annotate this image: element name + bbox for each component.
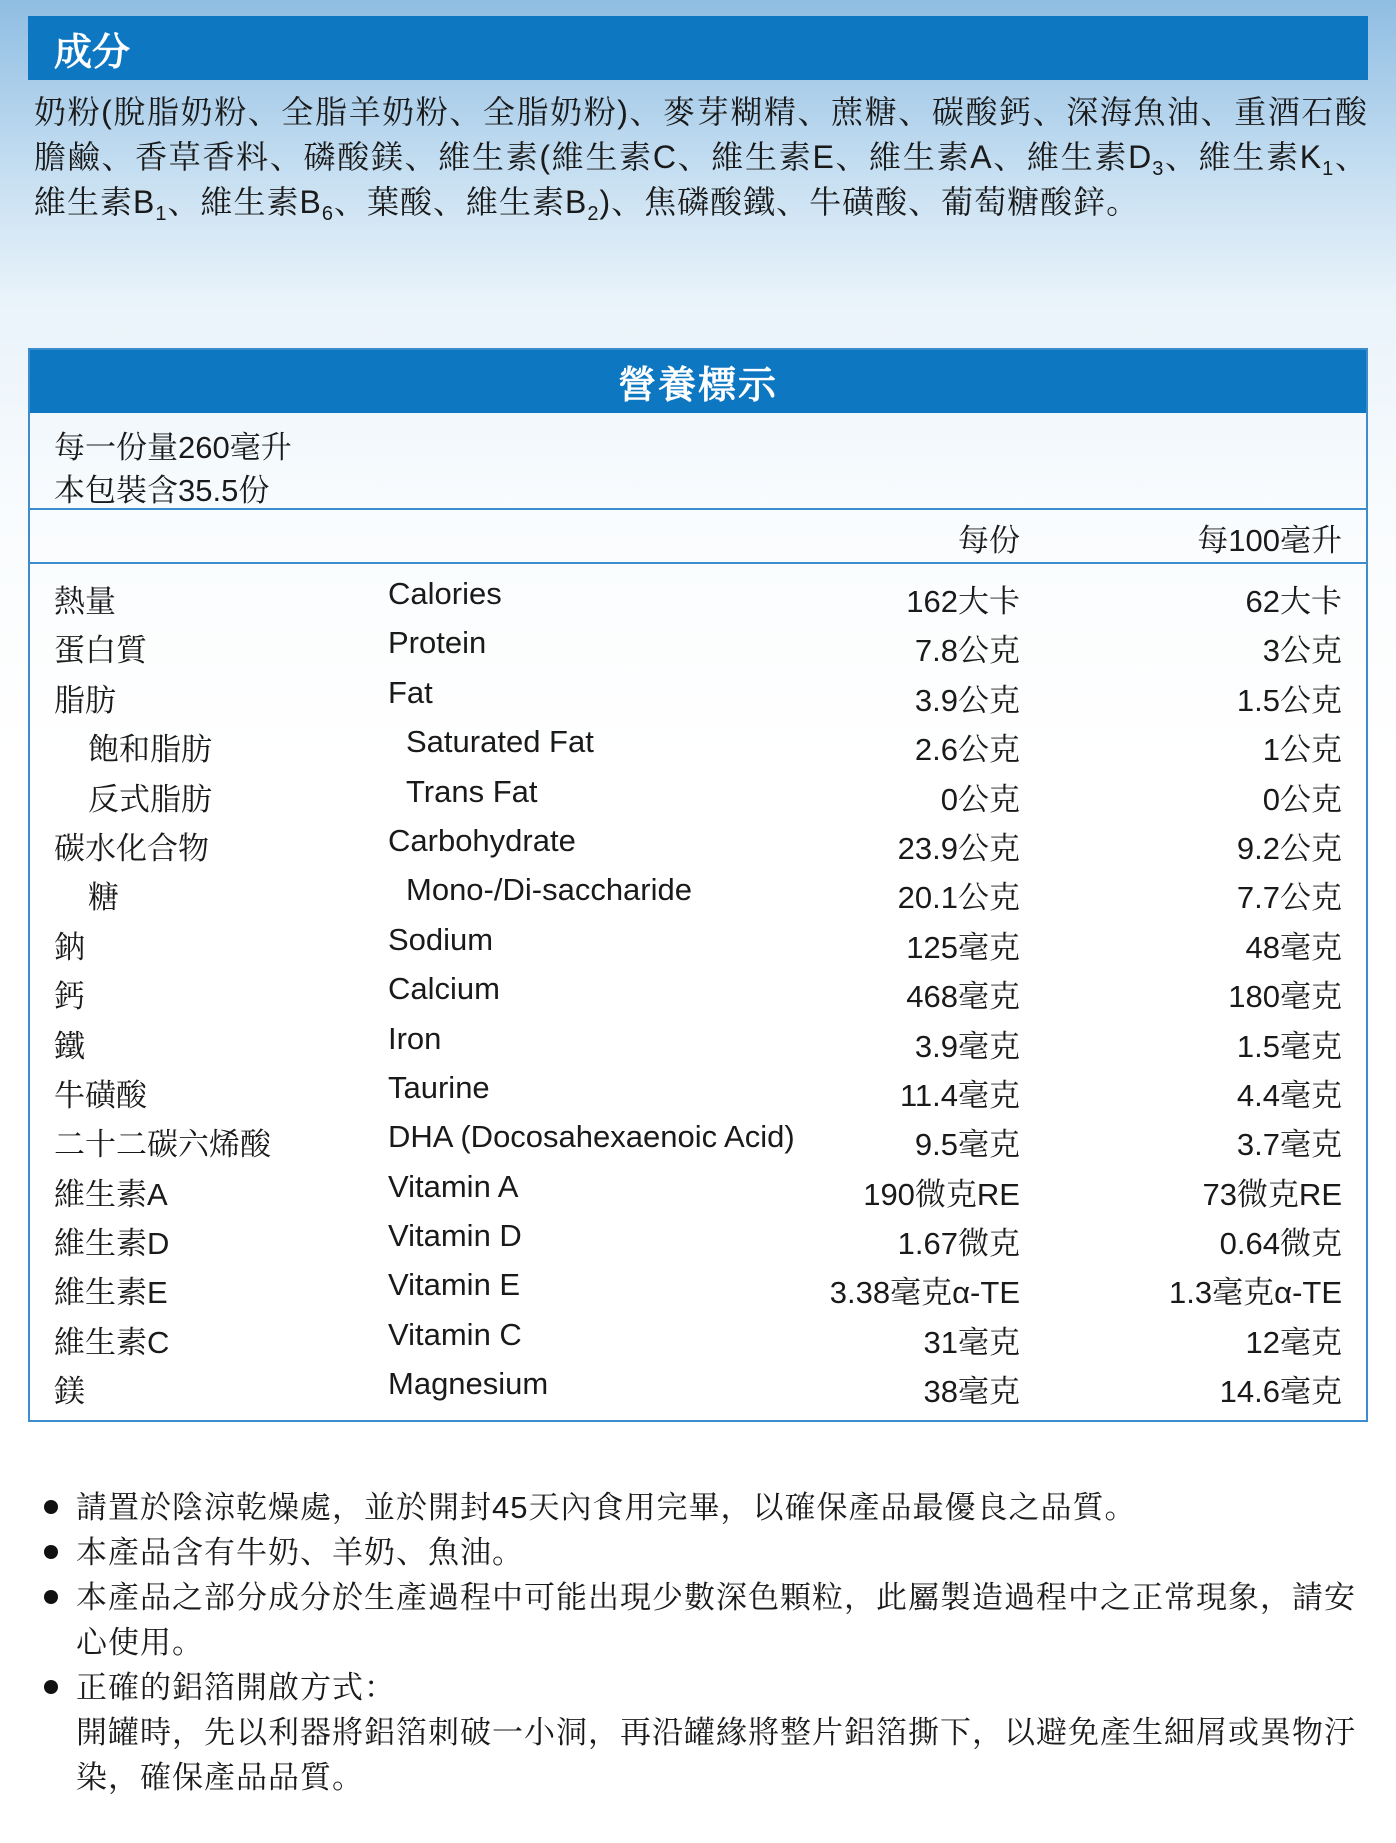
nutrient-row (30, 866, 1366, 915)
column-header-per-100ml: 每100毫升 (1197, 523, 1342, 558)
nutrient-row (30, 1015, 1366, 1064)
nutrient-name-zh: 熱量 (54, 584, 116, 619)
value-per-serving: 3.9公克 (914, 682, 1020, 718)
nutrient-name-en: Calcium (388, 971, 500, 1007)
nutrient-row (30, 916, 1366, 965)
value-per-serving: 162大卡 (906, 584, 1020, 619)
nutrient-name-zh: 牛磺酸 (54, 1077, 147, 1113)
note-item (40, 1485, 1360, 1530)
divider (30, 508, 1366, 510)
nutrient-name-zh: 維生素A (54, 1176, 168, 1212)
value-per-100ml: 1.5公克 (1236, 682, 1342, 718)
column-header-per-serving: 每份 (958, 523, 1020, 558)
nutrient-name-zh: 蛋白質 (54, 633, 147, 669)
nutrient-name-en: Magnesium (388, 1366, 549, 1402)
value-per-100ml: 7.7公克 (1236, 880, 1342, 916)
nutrient-name-zh: 鈉 (54, 929, 85, 965)
value-per-serving: 9.5毫克 (914, 1127, 1020, 1163)
bullet-icon (44, 1500, 58, 1514)
nutrient-name-zh: 鈣 (54, 979, 85, 1015)
servings-per-package: 本包裝含35.5份 (54, 473, 270, 508)
nutrient-name-en: DHA (Docosahexaenoic Acid) (388, 1119, 795, 1155)
nutrient-name-zh: 維生素D (54, 1226, 170, 1262)
value-per-100ml: 14.6毫克 (1219, 1374, 1342, 1410)
nutrient-row (30, 1311, 1366, 1360)
nutrient-row (30, 1360, 1366, 1409)
nutrient-row (30, 1113, 1366, 1162)
nutrient-name-zh: 糖 (88, 880, 119, 916)
value-per-serving: 20.1公克 (897, 880, 1020, 916)
value-per-100ml: 180毫克 (1228, 979, 1342, 1015)
bullet-icon (44, 1680, 58, 1694)
value-per-serving: 190微克RE (863, 1176, 1020, 1212)
nutrient-name-en: Vitamin E (388, 1267, 521, 1303)
value-per-serving: 23.9公克 (897, 830, 1020, 866)
nutrient-name-en: Protein (388, 625, 487, 661)
note-text: 正確的鋁箔開啟方式： (76, 1670, 396, 1705)
ingredients-list: 奶粉(脫脂奶粉、全脂羊奶粉、全脂奶粉)、麥芽糊精、蔗糖、碳酸鈣、深海魚油、重酒石酸膽鹼、香草香料、磷酸鎂、維生素(維生素C、維生素E、維生素A、維生素$D_3$、維生素$K_1$、維生素$B_1$、維生素$B_6$、葉酸、維生素$B_2$)、焦磷酸鐵、牛磺酸、葡萄糖酸鋅。 (34, 94, 1368, 225)
nutrient-name-zh: 維生素C (54, 1324, 170, 1360)
value-per-serving: 468毫克 (906, 979, 1020, 1015)
value-per-serving: 0公克 (940, 781, 1020, 817)
note-item (40, 1575, 1360, 1665)
nutrient-row (30, 718, 1366, 767)
nutrient-row (30, 1261, 1366, 1310)
bullet-icon (44, 1590, 58, 1604)
nutrient-row (30, 768, 1366, 817)
value-per-100ml: 0.64微克 (1219, 1226, 1342, 1262)
nutrient-row (30, 817, 1366, 866)
nutrient-name-zh: 維生素E (54, 1275, 168, 1311)
nutrient-row (30, 570, 1366, 619)
nutrient-name-zh: 碳水化合物 (54, 830, 209, 866)
value-per-serving: 7.8公克 (914, 633, 1020, 669)
nutrient-name-en: Vitamin A (388, 1168, 519, 1204)
value-per-serving: 38毫克 (923, 1374, 1020, 1410)
nutrient-rows (30, 570, 1366, 1410)
ingredients-title: 成分 (54, 31, 131, 74)
nutrient-name-zh: 鎂 (54, 1374, 85, 1410)
value-per-serving: 11.4毫克 (899, 1077, 1020, 1113)
note-text: 請置於陰涼乾燥處，並於開封45天內食用完畢，以確保產品最優良之品質。 (76, 1490, 1137, 1525)
value-per-serving: 31毫克 (923, 1324, 1020, 1360)
nutrient-name-en: Calories (388, 576, 502, 611)
nutrient-row (30, 965, 1366, 1014)
value-per-100ml: 48毫克 (1245, 929, 1342, 965)
nutrient-name-en: Vitamin C (388, 1316, 522, 1352)
nutrient-name-en: Iron (388, 1020, 442, 1056)
nutrient-row (30, 1163, 1366, 1212)
value-per-100ml: 0公克 (1262, 781, 1342, 817)
nutrient-row (30, 1212, 1366, 1261)
ingredients-header (28, 16, 1368, 80)
nutrient-name-en: Mono-/Di-saccharide (406, 872, 692, 908)
nutrient-name-zh: 鐵 (54, 1028, 85, 1064)
value-per-serving: 1.67微克 (897, 1226, 1020, 1262)
nutrition-title: 營養標示 (30, 350, 1366, 413)
bullet-icon (44, 1545, 58, 1559)
note-text: 本產品含有牛奶、羊奶、魚油。 (76, 1535, 524, 1570)
value-per-100ml: 4.4毫克 (1236, 1077, 1342, 1113)
note-item (40, 1665, 1360, 1710)
nutrient-name-zh: 脂肪 (54, 682, 116, 718)
note-item (40, 1530, 1360, 1575)
value-per-100ml: 3公克 (1262, 633, 1342, 669)
nutrient-row (30, 1064, 1366, 1113)
value-per-serving: 3.9毫克 (914, 1028, 1020, 1064)
nutrient-name-zh: 二十二碳六烯酸 (54, 1127, 271, 1163)
divider (30, 562, 1366, 564)
nutrient-name-en: Sodium (388, 921, 494, 957)
nutrient-name-en: Carbohydrate (388, 822, 576, 858)
value-per-serving: 3.38毫克α-TE (829, 1275, 1020, 1311)
value-per-100ml: 9.2公克 (1236, 830, 1342, 866)
nutrient-name-en: Saturated Fat (406, 724, 594, 760)
value-per-100ml: 73微克RE (1202, 1176, 1342, 1212)
serving-size: 每一份量260毫升 (54, 430, 292, 465)
value-per-100ml: 3.7毫克 (1236, 1127, 1342, 1163)
nutrient-name-en: Taurine (388, 1069, 490, 1105)
value-per-serving: 125毫克 (906, 929, 1020, 965)
value-per-serving: 2.6公克 (914, 732, 1020, 768)
nutrient-name-en: Vitamin D (388, 1218, 522, 1254)
note-text: 本產品之部分成分於生產過程中可能出現少數深色顆粒，此屬製造過程中之正常現象，請安心使用。 (76, 1580, 1356, 1660)
nutrient-name-en: Fat (388, 674, 433, 710)
nutrient-row (30, 619, 1366, 668)
nutrition-facts-table (28, 348, 1368, 1422)
note-text: 開罐時，先以利器將鋁箔刺破一小洞，再沿罐緣將整片鋁箔撕下，以避免產生細屑或異物汙染，確保產品品質。 (76, 1715, 1356, 1795)
note-item (40, 1710, 1360, 1800)
nutrient-name-zh: 反式脂肪 (88, 781, 212, 817)
nutrient-name-en: Trans Fat (406, 773, 538, 809)
value-per-100ml: 12毫克 (1245, 1324, 1342, 1360)
value-per-100ml: 1公克 (1262, 732, 1342, 768)
nutrient-name-zh: 飽和脂肪 (88, 732, 212, 768)
nutrient-row (30, 669, 1366, 718)
value-per-100ml: 1.3毫克α-TE (1169, 1275, 1342, 1311)
notes-list (40, 1485, 1360, 1800)
value-per-100ml: 62大卡 (1245, 584, 1342, 619)
value-per-100ml: 1.5毫克 (1236, 1028, 1342, 1064)
